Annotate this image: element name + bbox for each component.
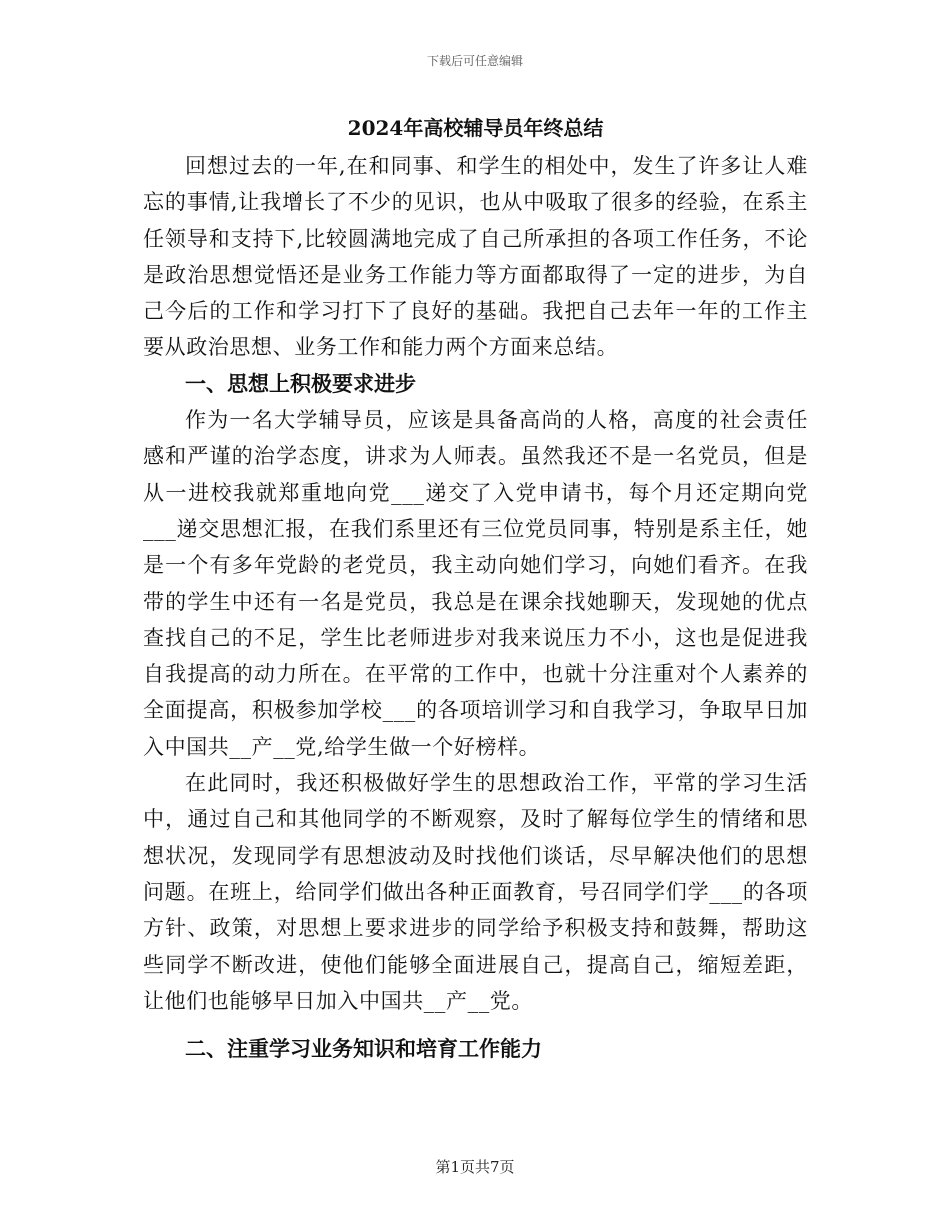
paragraph-section1-b: 在此同时，我还积极做好学生的思想政治工作，平常的学习生活中，通过自己和其他同学的不断观察，及时了解每位学生的情绪和思想状况，发现同学有思想波动及时找他们谈话，尽早解决他们的思想问题。在班上，给同学们做出各种正面教育，号召同学们学___的各项方针、政策，对思想上要求进步的同学给予积极支持和鼓舞，帮助这些同学不断改进，使他们能够全面进展自己，提高自己，缩短差距，让他们也能够早日加入中国共__产__党。 <box>143 771 808 1013</box>
page-footer: 第1页共7页 <box>435 1158 515 1176</box>
document-body <box>143 110 808 1067</box>
paragraph-intro: 回想过去的一年,在和同事、和学生的相处中，发生了许多让人难忘的事情,让我增长了不少的见识，也从中吸取了很多的经验，在系主任领导和支持下,比较圆满地完成了自己所承担的各项工作任务，不论是政治思想觉悟还是业务工作能力等方面都取得了一定的进步，为自己今后的工作和学习打下了良好的基础。我把自己去年一年的工作主要从政治思想、业务工作和能力两个方面来总结。 <box>143 154 808 360</box>
section-heading-2: 二、注重学习业务知识和培育工作能力 <box>185 1036 542 1062</box>
paragraph-section1-a: 作为一名大学辅导员，应该是具备高尚的人格，高度的社会责任感和严谨的治学态度，讲求为人师表。虽然我还不是一名党员，但是从一进校我就郑重地向党___递交了入党申请书，每个月还定期向党___递交思想汇报，在我们系里还有三位党员同事，特别是系主任，她是一个有多年党龄的老党员，我主动向她们学习，向她们看齐。在我带的学生中还有一名是党员，我总是在课余找她聊天，发现她的优点查找自己的不足，学生比老师进步对我来说压力不小，这也是促进我自我提高的动力所在。在平常的工作中，也就十分注重对个人素养的全面提高，积极参加学校___的各项培训学习和自我学习，争取早日加入中国共__产__党,给学生做一个好榜样。 <box>143 408 808 759</box>
document-title: 2024年高校辅导员年终总结 <box>347 116 604 140</box>
page-header: 下载后可任意编辑 <box>426 54 523 68</box>
section-heading-1: 一、思想上积极要求进步 <box>185 370 416 396</box>
